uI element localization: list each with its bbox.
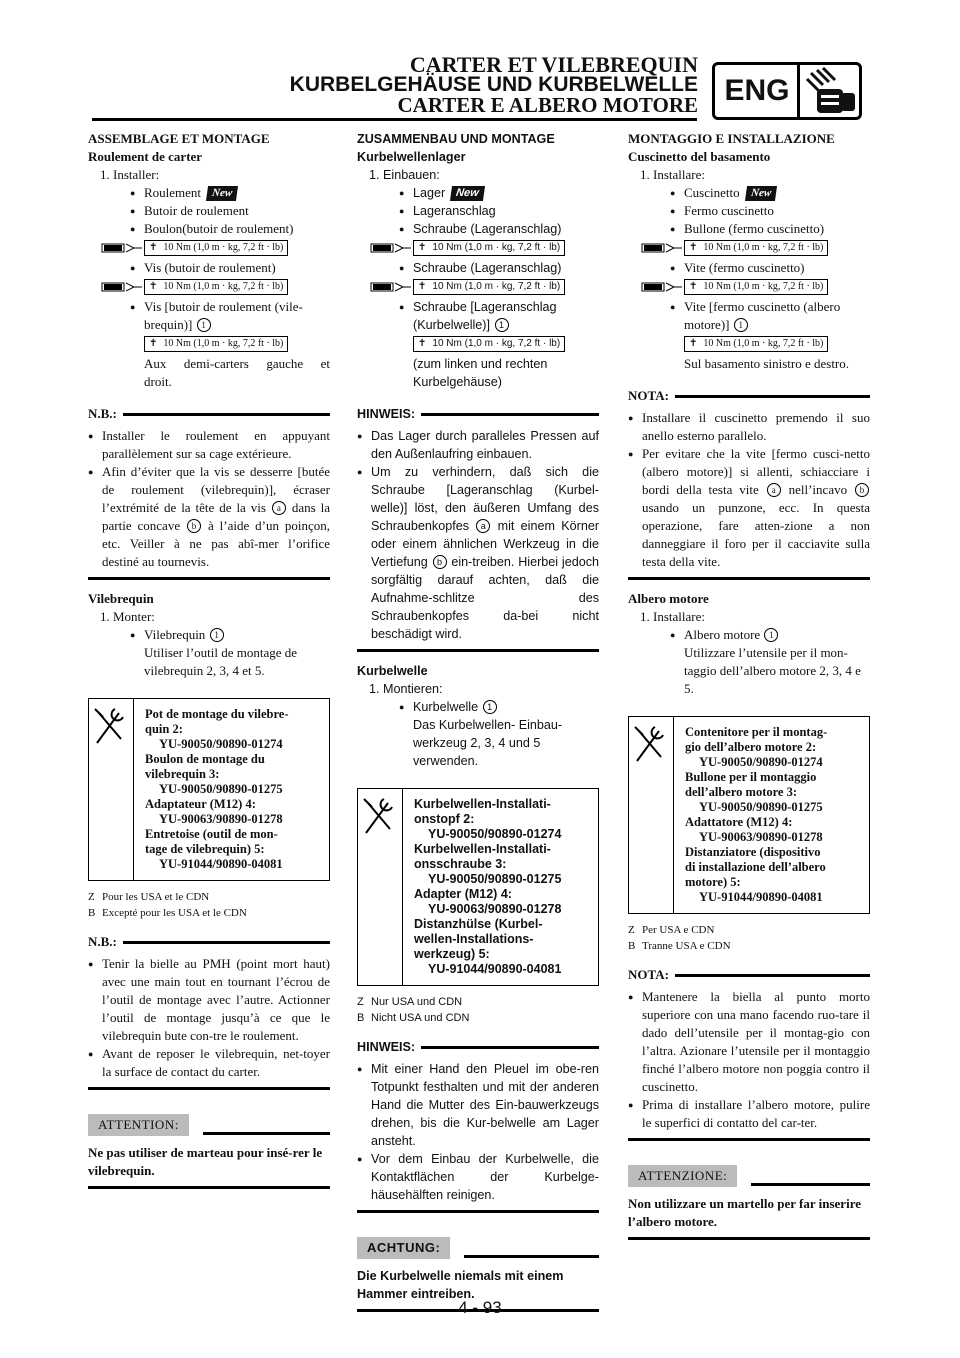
note-item: ● Installer le roulement en appuyant parallèlement sur sa cage extérieure. bbox=[88, 427, 330, 463]
eng-label: ENG bbox=[724, 74, 790, 107]
list-item: ● Schraube (Lageranschlag) bbox=[357, 220, 599, 238]
loctite-wrench-icon bbox=[628, 279, 684, 295]
torque-spec bbox=[357, 336, 599, 352]
torque-value-box: ✝ 10 Nm (1,0 m · kg, 7,2 ft · lb) bbox=[684, 240, 828, 256]
tool-list: Kurbelwellen-Installati- onstopf 2: YU-90050/90890-01274 Kurbelwellen-Installati- onsschraube 3: YU-90050/90890-01275 Adapter (M12) 4: YU-90063/90890-01278 Distanzhülse (Kurbel- wellen-Installations- werkzeug) 5: YU-91044/90890-04081 bbox=[414, 797, 562, 976]
subheading-crankshaft: Kurbelwelle bbox=[357, 664, 428, 678]
list-item: ● Roulement New bbox=[88, 184, 330, 202]
torque-value-box: ✝ 10 Nm (1,0 m · kg, 7,2 ft · lb) bbox=[413, 336, 565, 352]
note-header: HINWEIS: bbox=[357, 405, 599, 423]
torque-value-box: ✝ 10 Nm (1,0 m · kg, 7,2 ft · lb) bbox=[413, 240, 565, 256]
torque-value-box: ✝ 10 Nm (1,0 m · kg, 7,2 ft · lb) bbox=[684, 336, 828, 352]
footnote: Z Pour les USA et le CDN bbox=[88, 891, 210, 903]
new-part-badge: New bbox=[450, 186, 485, 201]
torque-value-box: ✝ 10 Nm (1,0 m · kg, 7,2 ft · lb) bbox=[144, 279, 288, 295]
torque-spec bbox=[88, 336, 330, 352]
list-item: ● Schraube (Lageranschlag) bbox=[357, 259, 599, 277]
badge-separator bbox=[797, 65, 800, 117]
note-header: NOTA: bbox=[628, 387, 870, 405]
list-item: ● Vis [butoir de roulement (vile- bbox=[88, 298, 330, 316]
torque-icon: ✝ bbox=[689, 281, 698, 292]
list-item: ● Kurbelwelle 1 bbox=[357, 698, 599, 716]
list-item: ● Boulon(butoir de roulement) bbox=[88, 220, 330, 238]
caution-text: Ne pas utiliser de marteau pour insé-rer le vilebrequin. bbox=[88, 1145, 323, 1178]
list-item: ● Butoir de roulement bbox=[88, 202, 330, 220]
loctite-wrench-icon bbox=[357, 240, 413, 256]
note-end-rule bbox=[357, 1210, 599, 1213]
note-item: ● Mantenere la biella al punto morto superiore con una mano facendo ruo-tare il dado dell’utensile per il montag-gio con l’altra. Azionare l’utensile per il montaggio finché l’albero motore non poggia contro il cuscinetto. bbox=[628, 988, 870, 1096]
loctite-wrench-icon bbox=[357, 279, 413, 295]
new-part-badge: New bbox=[206, 186, 238, 201]
caution-text: Non utilizzare un martello per far inserire l’albero motore. bbox=[628, 1196, 861, 1229]
tool-list: Contenitore per il montag- gio dell’albero motore 2: YU-90050/90890-01274 Bullone per il montaggio dell’albero motore 3: YU-90050/90890-01275 Adattatore (M12) 4: YU-90063/90890-01278 Distanziatore (dispositivo di installazione dell’albero motore) 5: YU-91044/90890-04081 bbox=[685, 725, 828, 904]
list-item: ● Vilebrequin 1 bbox=[88, 626, 330, 644]
tool-list: Pot de montage du vilebre- quin 2: YU-90050/90890-01274 Boulon de montage du vilebrequin 3: YU-90050/90890-01275 Adaptateur (M12) 4: YU-90063/90890-01278 Entretoise (outil de mon- tage de vilebrequin) 5: YU-91044/90890-04081 bbox=[145, 707, 289, 871]
list-item: ● Vite (fermo cuscinetto) bbox=[628, 259, 870, 277]
list-item-cont: brequin)] 1 bbox=[88, 316, 330, 334]
note-item: ● Das Lager durch paralleles Pressen auf den Außenlaufring einbauen. bbox=[357, 427, 599, 463]
section-heading: MONTAGGIO E INSTALLAZIONE bbox=[628, 131, 835, 146]
section-heading: ZUSAMMENBAU UND MONTAGE bbox=[357, 132, 555, 146]
special-tool-box bbox=[628, 716, 870, 914]
title-italian: CARTER E ALBERO MOTORE bbox=[397, 93, 698, 117]
special-tool-box bbox=[357, 788, 599, 986]
footnote: Z Nur USA und CDN bbox=[357, 996, 463, 1008]
torque-icon: ✝ bbox=[689, 338, 698, 349]
torque-icon: ✝ bbox=[418, 281, 427, 292]
caution-text: Die Kurbelwelle niemals mit einem Hammer eintreiben. bbox=[357, 1269, 564, 1301]
title-french: CARTER ET VILEBREQUIN bbox=[409, 52, 698, 77]
list-item: ● Bullone (fermo cuscinetto) bbox=[628, 220, 870, 238]
new-part-badge: New bbox=[745, 186, 777, 201]
page-header bbox=[0, 0, 960, 125]
loctite-wrench-icon bbox=[628, 240, 684, 256]
title-german: KURBELGEHÄUSE UND KURBELWELLE bbox=[289, 73, 698, 96]
note-header: N.B.: bbox=[88, 933, 330, 951]
header-rule bbox=[92, 118, 697, 121]
torque-spec bbox=[357, 279, 599, 295]
torque-icon: ✝ bbox=[149, 281, 158, 292]
column-french: ASSEMBLAGE ET MONTAGE Roulement de carter 1. Installer: ● Roulement New ● Butoir de roulement ● Boulon(butoir de roulement) ✝ 10 Nm (1,0 m · kg, 7,2 ft · lb) ● Vis (butoir de roulement) ✝ 10 Nm (1,0 m · kg, 7,2 ft · lb) ● Vis [butoir de roulement (vile- brequin)] 1 ✝ 10 Nm (1,0 m · kg, 7,2 ft · lb) Aux demi-carters gauche et droit. N.B.: ● Installer le roulement en appuyant parallèlement sur sa cage extérieure. ● Afin d’éviter que la vis se desserre [butée de roulement (vilebrequin)], écraser l’extrémité de la tête de la vis a dans la partie concave b à l’aide d’un poinçon, etc. Veiller à ne pas abî-mer l’orifice destiné au tournevis. Vilebrequin 1. Monter: ● Vilebrequin 1 Utiliser l’outil de montage de vilebrequin 2, 3, 4 et 5. Pot de montage du vilebre- quin 2: YU-90050/90890-01274 Boulon de montage du vilebrequin 3: YU-90050/90890-01275 Adaptateur (M12) 4: YU-90063/90890-01278 Entretoise (outil de mon- tage de vilebrequin) 5: YU-91044/90890-04081 Z Pour les USA et le CDN B Excepté pour les USA et le CDN N.B.: ● Tenir la bielle au PMH (point mort haut) avec une main tout en tournant l’écrou de l’outil de montage avec l’autre. Actionner l’outil de montage jusqu’à ce que le vilebrequin bute con-tre le roulement. ● Avant de reposer le vilebrequin, net-toyer la surface de contact du carter. ATTENTION: Ne pas utiliser de marteau pour insé-rer le vilebrequin. bbox=[88, 130, 330, 1195]
list-item: ● Lager New bbox=[357, 184, 599, 202]
note-end-rule bbox=[88, 1087, 330, 1090]
note-end-rule bbox=[628, 1138, 870, 1141]
torque-value-box: ✝ 10 Nm (1,0 m · kg, 7,2 ft · lb) bbox=[684, 279, 828, 295]
note-item: ● Per evitare che la vite [fermo cusci-netto (albero motore)] si allenti, schiacciare i bordi della testa vite a nell’incavo b usando un punzone, ecc. In questa operazione, fare atten-zione a non danneggiare il foro per il cacciavite sulla testa della vite. bbox=[628, 445, 870, 571]
subheading-crankshaft: Vilebrequin bbox=[88, 591, 154, 606]
torque-icon: ✝ bbox=[418, 242, 427, 253]
torque-value-box: ✝ 10 Nm (1,0 m · kg, 7,2 ft · lb) bbox=[413, 279, 565, 295]
torque-icon: ✝ bbox=[689, 242, 698, 253]
caution-header: ACHTUNG: bbox=[357, 1237, 599, 1259]
list-item: ● Albero motore 1 bbox=[628, 626, 870, 644]
subheading-crankshaft: Albero motore bbox=[628, 591, 709, 606]
footnote: B Tranne USA e CDN bbox=[628, 940, 731, 952]
caution-header: ATTENTION: bbox=[88, 1114, 330, 1136]
footnote: B Excepté pour les USA et le CDN bbox=[88, 907, 247, 919]
torque-spec bbox=[88, 240, 330, 256]
torque-icon: ✝ bbox=[149, 242, 158, 253]
note-item: ● Prima di installare l’albero motore, pulire le superfici di contatto del car-ter. bbox=[628, 1096, 870, 1132]
note-item: ● Afin d’éviter que la vis se desserre [butée de roulement (vilebrequin)], écraser l’extrémité de la tête de la vis a dans la partie concave b à l’aide d’un poinçon, etc. Veiller à ne pas abî-mer l’orifice destiné au tournevis. bbox=[88, 463, 330, 571]
list-item: ● Vite [fermo cuscinetto (albero bbox=[628, 298, 870, 316]
caution-header: ATTENZIONE: bbox=[628, 1165, 870, 1187]
subheading-bearing: Cuscinetto del basamento bbox=[628, 149, 771, 164]
tool-wrench-icon bbox=[629, 717, 674, 913]
subheading-bearing: Roulement de carter bbox=[88, 149, 203, 164]
torque-spec bbox=[628, 240, 870, 256]
note-header: HINWEIS: bbox=[357, 1038, 599, 1056]
torque-value-box: ✝ 10 Nm (1,0 m · kg, 7,2 ft · lb) bbox=[144, 240, 288, 256]
tool-wrench-icon bbox=[89, 699, 134, 880]
caution-end-rule bbox=[628, 1237, 870, 1240]
torque-spec bbox=[88, 279, 330, 295]
note-header: N.B.: bbox=[88, 405, 330, 423]
list-item: ● Schraube [Lageranschlag bbox=[357, 298, 599, 316]
section-heading: ASSEMBLAGE ET MONTAGE bbox=[88, 131, 270, 146]
note-header: NOTA: bbox=[628, 966, 870, 984]
note-end-rule bbox=[357, 649, 599, 652]
caution-end-rule bbox=[88, 1186, 330, 1189]
page-number: 4 - 93 bbox=[458, 1298, 502, 1317]
torque-icon: ✝ bbox=[149, 338, 158, 349]
torque-value-box: ✝ 10 Nm (1,0 m · kg, 7,2 ft · lb) bbox=[144, 336, 288, 352]
note-item: ● Installare il cuscinetto premendo il suo anello esterno parallelo. bbox=[628, 409, 870, 445]
step-install: 1. Installer: bbox=[100, 167, 160, 182]
note-end-rule bbox=[628, 577, 870, 580]
note-end-rule bbox=[88, 577, 330, 580]
note-item: ● Vor dem Einbau der Kurbelwelle, die Kontaktflächen der Kurbelge-häusehälften reinigen. bbox=[357, 1150, 599, 1204]
list-item: ● Vis (butoir de roulement) bbox=[88, 259, 330, 277]
column-italian: MONTAGGIO E INSTALLAZIONE Cuscinetto del basamento 1. Installare: ● Cuscinetto New ● Fermo cuscinetto ● Bullone (fermo cuscinetto) ✝ 10 Nm (1,0 m · kg, 7,2 ft · lb) ● Vite (fermo cuscinetto) ✝ 10 Nm (1,0 m · kg, 7,2 ft · lb) ● Vite [fermo cuscinetto (albero motore)] 1 ✝ 10 Nm (1,0 m · kg, 7,2 ft · lb) Sul basamento sinistro e destro. NOTA: ● Installare il cuscinetto premendo il suo anello esterno parallelo. ● Per evitare che la vite [fermo cusci-netto (albero motore)] si allenti, schiacciare i bordi della testa vite a nell’incavo b usando un punzone, ecc. In questa operazione, fare atten-zione a non danneggiare il foro per il cacciavite sulla testa della vite. Albero motore 1. Installare: ● Albero motore 1 Utilizzare l’utensile per il mon- taggio dell’albero motore 2, 3, 4 e 5. Contenitore per il montag- gio dell’albero motore 2: YU-90050/90890-01274 Bullone per il montaggio dell’albero motore 3: YU-90050/90890-01275 Adattatore (M12) 4: YU-90063/90890-01278 Distanziatore (dispositivo di installazione dell’albero motore) 5: YU-91044/90890-04081 Z Per USA e CDN B Tranne USA e CDN NOTA: ● Mantenere la biella al punto morto superiore con una mano facendo ruo-tare il dado dell’utensile per il montag-gio con l’altra. Azionare l’utensile per il montaggio finché l’albero motore non poggia contro il cuscinetto. ● Prima di installare l’albero motore, pulire le superfici di contatto del car-ter. ATTENZIONE: Non utilizzare un martello per far inserire l’albero motore. bbox=[628, 130, 870, 1246]
subheading-bearing: Kurbelwellenlager bbox=[357, 150, 466, 164]
list-item: ● Lageranschlag bbox=[357, 202, 599, 220]
engine-piston-icon bbox=[803, 67, 859, 117]
list-item: ● Fermo cuscinetto bbox=[628, 202, 870, 220]
torque-spec bbox=[628, 336, 870, 352]
note-item: ● Um zu verhindern, daß sich die Schraube [Lageranschlag (Kurbel-welle)] löst, den äußeren Umfang des Schraubenkopfes a mit einem Körner oder einem ähnlichen Werkzeug in die Vertiefung b ein-treiben. Hierbei jedoch sorgfältig darauf achten, daß die Aufnahme-schlitze des Schraubenkopfes da-bei nicht beschädigt wird. bbox=[357, 463, 599, 643]
list-item: ● Cuscinetto New bbox=[628, 184, 870, 202]
torque-spec bbox=[357, 240, 599, 256]
tool-wrench-icon bbox=[358, 789, 403, 985]
column-german: ZUSAMMENBAU UND MONTAGE Kurbelwellenlager 1. Einbauen: ● Lager New ● Lageranschlag ● Schraube (Lageranschlag) ✝ 10 Nm (1,0 m · kg, 7,2 ft · lb) ● Schraube (Lageranschlag) ✝ 10 Nm (1,0 m · kg, 7,2 ft · lb) ● Schraube [Lageranschlag (Kurbelwelle)] 1 ✝ 10 Nm (1,0 m · kg, 7,2 ft · lb) (zum linken und rechten Kurbelgehäuse) HINWEIS: ● Das Lager durch paralleles Pressen auf den Außenlaufring einbauen. ● Um zu verhindern, daß sich die Schraube [Lageranschlag (Kurbel-welle)] löst, den äußeren Umfang des Schraubenkopfes a mit einem Körner oder einem ähnlichen Werkzeug in die Vertiefung b ein-treiben. Hierbei jedoch sorgfältig darauf achten, daß die Aufnahme-schlitze des Schraubenkopfes da-bei nicht beschädigt wird. Kurbelwelle 1. Montieren: ● Kurbelwelle 1 Das Kurbelwellen- Einbau- werkzeug 2, 3, 4 und 5 verwenden. Kurbelwellen-Installati- onstopf 2: YU-90050/90890-01274 Kurbelwellen-Installati- onsschraube 3: YU-90050/90890-01275 Adapter (M12) 4: YU-90063/90890-01278 Distanzhülse (Kurbel- wellen-Installations- werkzeug) 5: YU-91044/90890-04081 Z Nur USA und CDN B Nicht USA und CDN HINWEIS: ● Mit einer Hand den Pleuel im obe-ren Totpunkt festhalten und mit der anderen Hand die Mutter des Ein-bauwerkzeugs drehen, bis die Kur-belwelle am Lager ansteht. ● Vor dem Einbau der Kurbelwelle, die Kontaktflächen der Kurbelge-häusehälften reinigen. ACHTUNG: Die Kurbelwelle niemals mit einem Hammer eintreiben. bbox=[357, 130, 599, 1318]
eng-section-badge bbox=[712, 62, 862, 120]
torque-icon: ✝ bbox=[418, 338, 427, 349]
loctite-wrench-icon bbox=[88, 240, 144, 256]
note-item: ● Mit einer Hand den Pleuel im obe-ren Totpunkt festhalten und mit der anderen Hand die Mutter des Ein-bauwerkzeugs drehen, bis die Kur-belwelle am Lager ansteht. bbox=[357, 1060, 599, 1150]
note-item: ● Tenir la bielle au PMH (point mort haut) avec une main tout en tournant l’écrou de l’outil de montage avec l’autre. Actionner l’outil de montage jusqu’à ce que le vilebrequin bute con-tre le roulement. bbox=[88, 955, 330, 1045]
torque-spec bbox=[628, 279, 870, 295]
special-tool-box bbox=[88, 698, 330, 881]
footnote: B Nicht USA und CDN bbox=[357, 1012, 470, 1024]
note-item: ● Avant de reposer le vilebrequin, net-toyer la surface de contact du carter. bbox=[88, 1045, 330, 1081]
footnote: Z Per USA e CDN bbox=[628, 924, 715, 936]
loctite-wrench-icon bbox=[88, 279, 144, 295]
